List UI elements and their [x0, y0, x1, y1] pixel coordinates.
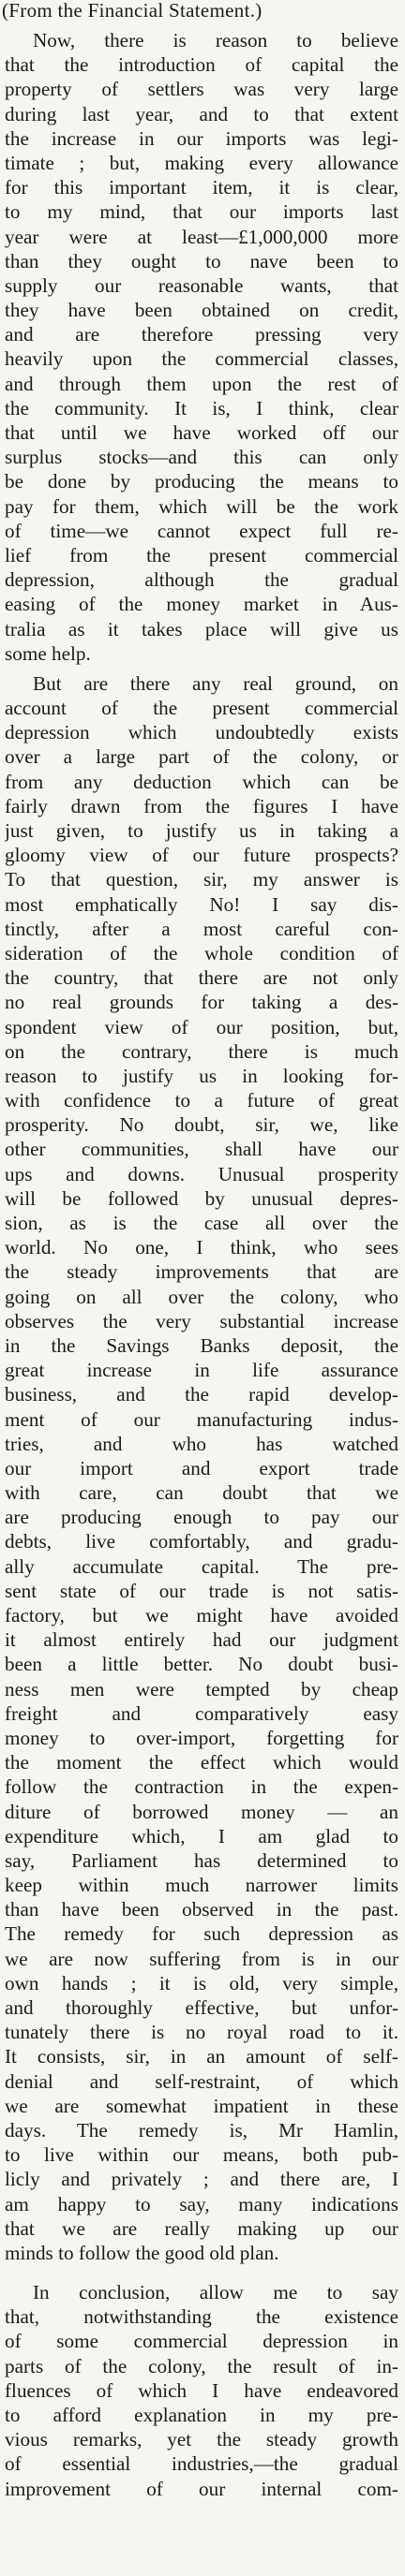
article-line: other communities, shall have our [5, 1138, 398, 1161]
article-line: it almost entirely had our judgment [5, 1628, 398, 1652]
article-line: In conclusion, allow me to say [33, 2281, 398, 2304]
article-line: depression which undoubtedly exists [5, 721, 398, 744]
article-line: But are there any real ground, on [33, 671, 398, 695]
article-line: we are now suffering from is in our [5, 1947, 398, 1970]
article-line: say, Parliament has determined to [5, 1848, 398, 1872]
article-line: sideration of the whole condition of [5, 941, 398, 964]
article-line: are producing enough to pay our [5, 1506, 398, 1529]
article-line: that the introduction of capital the [5, 53, 398, 77]
article-line: debts, live comfortably, and gradu- [5, 1530, 398, 1553]
article-line: that we are really making up our [5, 2216, 398, 2240]
article-line: fairly drawn from the figures I have [5, 794, 398, 817]
article-line: business, and the rapid develop- [5, 1383, 398, 1406]
article-line: ups and downs. Unusual prosperity [5, 1162, 398, 1185]
article-line: vious remarks, yet the steady growth [5, 2428, 398, 2451]
article-line: minds to follow the good old plan. [5, 2241, 279, 2264]
article-line: surplus stocks—and this can only [5, 446, 398, 469]
article-line: lief from the present commercial [5, 543, 398, 567]
article-line: than have been observed in the past. [5, 1898, 398, 1921]
article-line: factory, but we might have avoided [5, 1604, 398, 1627]
article-line: in the Savings Banks deposit, the [5, 1333, 398, 1357]
article-line: days. The remedy is, Mr Hamlin, [5, 2118, 398, 2142]
article-line: sent state of our trade is not satis- [5, 1579, 398, 1602]
article-line: with confidence to a future of great [5, 1089, 398, 1112]
article-line: fluences of which I have endeavored [5, 2378, 398, 2402]
article-paragraph [5, 671, 398, 2265]
article-line: reason to justify us in looking for- [5, 1064, 398, 1087]
article-line: tralia as it takes place will give us [5, 617, 398, 640]
article-line: timate ; but, making every allowance [5, 151, 398, 174]
article-line: the community. It is, I think, clear [5, 396, 398, 420]
article-line: ness men were tempted by cheap [5, 1677, 398, 1700]
article-line: To that question, sir, my answer is [5, 868, 398, 891]
article-line: to afford explanation in my pre- [5, 2404, 398, 2426]
article-line: licly and privately ; and there are, I [5, 2168, 398, 2191]
article-line: from any deduction which can be [5, 770, 398, 793]
article-line: the moment the effect which would [5, 1751, 398, 1774]
article-paragraph [5, 28, 398, 666]
article-line: they have been obtained on credit, [5, 299, 398, 322]
article-line: and are therefore pressing very [5, 323, 398, 346]
article-line: observes the very substantial increase [5, 1309, 398, 1332]
article-line: year were at least—£1,000,000 more [5, 225, 398, 248]
article-line: most emphatically No! I say dis- [5, 892, 398, 916]
article-line: It consists, sir, in an amount of self- [5, 2045, 398, 2068]
article-line: going on all over the colony, who [5, 1285, 398, 1308]
print-smudge-divider [5, 2267, 398, 2276]
article-line: The remedy for such depression as [5, 1922, 398, 1946]
article-line: improvement of our internal com- [5, 2477, 398, 2500]
article-line: than they ought to nave been to [5, 249, 398, 272]
article-line: world. No one, I think, who sees [5, 1236, 398, 1259]
article-line: to live within our means, both pub- [5, 2143, 398, 2167]
article-line: of some commercial depression in [5, 2330, 398, 2353]
article-line: freight and comparatively easy [5, 1701, 398, 1725]
article-line: be done by producing the means to [5, 470, 398, 493]
article-line: the steady improvements that are [5, 1260, 398, 1284]
article-line: for this important item, it is clear, [5, 176, 398, 199]
article-paragraph [5, 2280, 398, 2501]
article-line: sion, as is the case all over the [5, 1212, 398, 1234]
article-line: ment of our manufacturing indus- [5, 1407, 398, 1431]
article-line: easing of the money market in Aus- [5, 593, 398, 616]
article-line: that until we have worked off our [5, 421, 398, 444]
article-line: account of the present commercial [5, 697, 398, 720]
article-line: of time—we cannot expect full re- [5, 519, 398, 542]
article-line: to my mind, that our imports last [5, 200, 398, 224]
article-line: with care, can doubt that we [5, 1481, 398, 1505]
article-line: of essential industries,—the gradual [5, 2452, 398, 2476]
article-line: tinctly, after a most careful con- [5, 917, 398, 940]
article-line: the country, that there are not only [5, 966, 398, 990]
article-line: and through them upon the rest of [5, 372, 398, 395]
article-line: heavily upon the commercial classes, [5, 347, 398, 371]
article-line: own hands ; it is old, very simple, [5, 1971, 398, 1995]
article-line: diture of borrowed money — an [5, 1800, 398, 1823]
article-line: on the contrary, there is much [5, 1039, 398, 1063]
article-line: that, notwithstanding the existence [5, 2305, 398, 2329]
article-line: money to over-import, forgetting for [5, 1726, 398, 1749]
article-line: no real grounds for taking a des- [5, 991, 398, 1014]
article-line: some help. [5, 641, 91, 665]
article-line: been a little better. No doubt busi- [5, 1653, 398, 1676]
article-source-header: (From the Financial Statement.) [2, 0, 262, 22]
article-line: supply our reasonable wants, that [5, 273, 398, 297]
article-line: the increase in our imports was legi- [5, 126, 398, 150]
article-line: and thoroughly effective, but unfor- [5, 1996, 398, 2019]
article-line: tries, and who has watched [5, 1432, 398, 1455]
article-line: during last year, and to that extent [5, 102, 398, 125]
article-line: pay for them, which will be the work [5, 494, 398, 518]
article-line: we are somewhat impatient in these [5, 2094, 398, 2117]
article-line: spondent view of our position, but, [5, 1015, 398, 1038]
article-line: Now, there is reason to believe [33, 29, 398, 52]
article-line: our import and export trade [5, 1456, 398, 1479]
article-line: am happy to say, many indications [5, 2192, 398, 2215]
article-line: depression, although the gradual [5, 568, 398, 592]
article-column [5, 28, 398, 2501]
article-line: keep within much narrower limits [5, 1874, 398, 1897]
article-line: prosperity. No doubt, sir, we, like [5, 1113, 398, 1137]
article-line: denial and self-restraint, of which [5, 2069, 398, 2093]
article-line: gloomy view of our future prospects? [5, 844, 398, 867]
article-line: parts of the colony, the result of in- [5, 2354, 398, 2377]
article-line: will be followed by unusual depres- [5, 1186, 398, 1210]
article-line: follow the contraction in the expen- [5, 1775, 398, 1799]
article-line: tunately there is no royal road to it. [5, 2021, 398, 2044]
article-line: over a large part of the colony, or [5, 745, 398, 769]
article-line: just given, to justify us in taking a [5, 819, 398, 842]
article-line: property of settlers was very large [5, 78, 398, 101]
article-line: ally accumulate capital. The pre- [5, 1554, 398, 1578]
article-line: great increase in life assurance [5, 1359, 398, 1382]
article-line: expenditure which, I am glad to [5, 1824, 398, 1847]
